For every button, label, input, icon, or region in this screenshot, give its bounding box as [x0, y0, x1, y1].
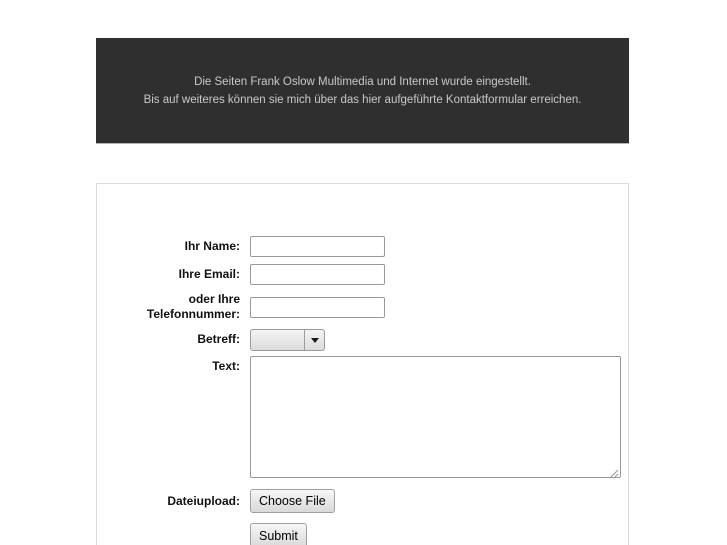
notice-line-1: Die Seiten Frank Oslow Multimedia und Internet wurde eingestellt.	[194, 75, 531, 88]
resize-handle-icon[interactable]	[609, 466, 619, 476]
email-input[interactable]	[250, 264, 385, 285]
phone-row	[97, 292, 628, 322]
textarea-wrapper	[250, 356, 621, 478]
subject-label: Betreff:	[197, 332, 240, 346]
notice-banner	[96, 38, 629, 144]
email-row	[97, 264, 628, 285]
text-row	[97, 356, 628, 478]
upload-label: Dateiupload:	[167, 493, 240, 508]
submit-button[interactable]: Submit	[250, 523, 307, 545]
choose-file-button[interactable]: Choose File	[250, 489, 335, 513]
email-label: Ihre Email:	[178, 267, 240, 281]
text-label: Text:	[212, 359, 240, 373]
name-label: Ihr Name:	[184, 239, 240, 253]
name-row	[97, 236, 628, 257]
name-input[interactable]	[250, 236, 385, 257]
text-textarea[interactable]	[250, 356, 621, 478]
notice-line-2: Bis auf weiteres können sie mich über das hier aufgeführte Kontaktformular erreichen.	[143, 93, 582, 106]
upload-row	[97, 489, 628, 513]
chevron-down-icon	[304, 330, 324, 350]
contact-form-panel	[96, 183, 629, 545]
betreff-select[interactable]	[250, 329, 325, 351]
submit-row	[97, 523, 628, 545]
betreff-selected-value	[251, 330, 304, 350]
subject-row	[97, 329, 628, 350]
phone-input[interactable]	[250, 297, 385, 318]
phone-label: oder Ihre Telefonnummer:	[146, 292, 240, 321]
